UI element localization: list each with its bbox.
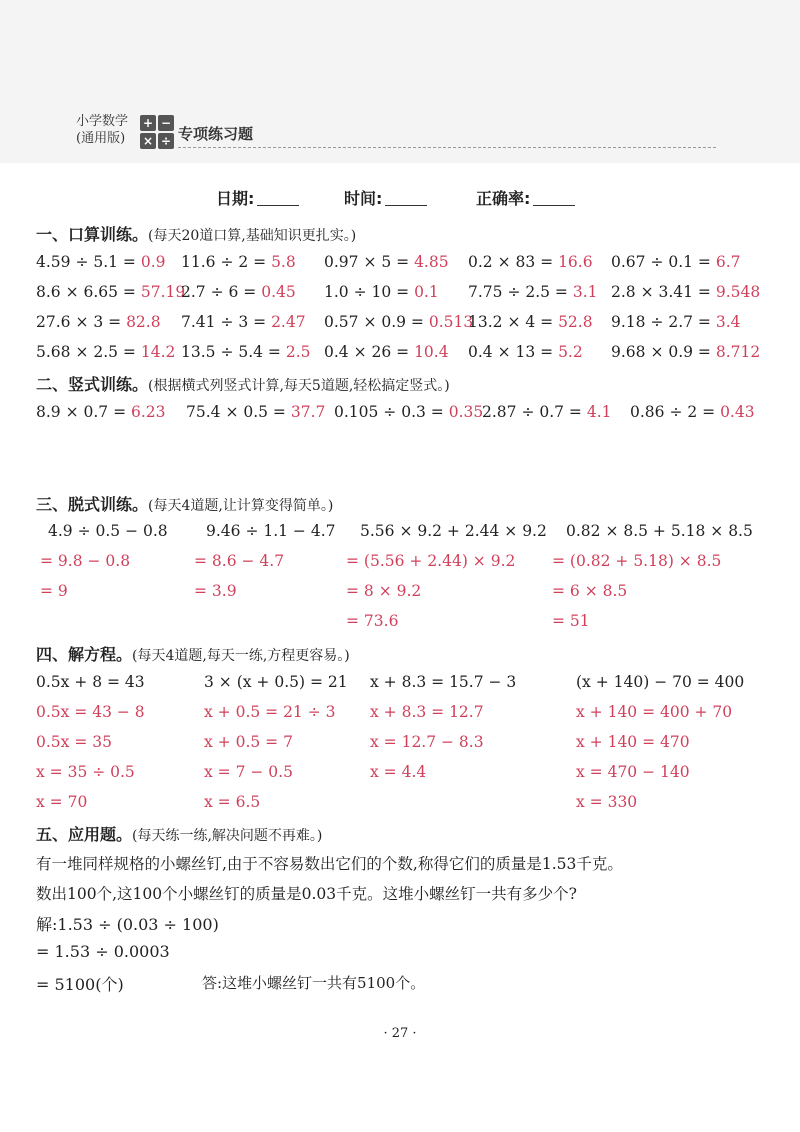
equation-step: x + 140 = 400 + 70 — [576, 703, 733, 721]
vertical-calc-row — [0, 403, 800, 427]
vertical-item: 0.86 ÷ 2 = 0.43 — [630, 403, 755, 421]
brand-line-2: (通用版) — [76, 131, 126, 146]
accuracy-blank — [533, 189, 575, 206]
equation-step: x = 470 − 140 — [576, 763, 690, 781]
accuracy-label: 正确率: — [476, 189, 531, 208]
word-problem-line-1: 有一堆同样规格的小螺丝钉,由于不容易数出它们的个数,称得它们的质量是1.53千克。 — [36, 855, 623, 873]
stepwise-step: = 51 — [552, 612, 590, 630]
book-header — [76, 113, 716, 161]
plus-icon: + — [140, 115, 156, 131]
oral-item: 0.97 × 5 = 4.85 — [324, 253, 449, 271]
solution-step: = 5100(个) — [36, 975, 124, 994]
stepwise-problem: 0.82 × 8.5 + 5.18 × 8.5 — [566, 522, 753, 540]
equation-step: 0.5x = 35 — [36, 733, 112, 751]
equation-step: x = 35 ÷ 0.5 — [36, 763, 135, 781]
equation: (x + 140) − 70 = 400 — [576, 673, 745, 691]
equation-step: x + 0.5 = 21 ÷ 3 — [204, 703, 336, 721]
oral-item: 27.6 × 3 = 82.8 — [36, 313, 161, 331]
brand-line-1: 小学数学 — [76, 114, 129, 129]
section-5-heading — [36, 822, 322, 845]
time-label: 时间: — [344, 189, 383, 208]
oral-item: 0.67 ÷ 0.1 = 6.7 — [611, 253, 741, 271]
section-1-title: 一、口算训练。 — [36, 225, 149, 244]
section-2-note: (根据横式列竖式计算,每天5道题,轻松搞定竖式。) — [148, 378, 450, 394]
minus-icon: − — [158, 115, 174, 131]
section-1-note: (每天20道口算,基础知识更扎实。) — [148, 228, 357, 244]
stepwise-step: = 73.6 — [346, 612, 399, 630]
stepwise-step: = 9 — [40, 582, 68, 600]
section-1-heading — [36, 222, 356, 245]
section-3-note: (每天4道题,让计算变得简单。) — [148, 498, 334, 514]
oral-row — [0, 253, 800, 277]
stepwise-problem: 9.46 ÷ 1.1 − 4.7 — [206, 522, 336, 540]
equation-step: x + 8.3 = 12.7 — [370, 703, 484, 721]
stepwise-step: = 6 × 8.5 — [552, 582, 628, 600]
oral-item: 5.68 × 2.5 = 14.2 — [36, 343, 176, 361]
oral-item: 2.7 ÷ 6 = 0.45 — [181, 283, 296, 301]
equation: 3 × (x + 0.5) = 21 — [204, 673, 348, 691]
vertical-item: 0.105 ÷ 0.3 = 0.35 — [334, 403, 484, 421]
word-problem-line-2: 数出100个,这100个小螺丝钉的质量是0.03千克。这堆小螺丝钉一共有多少个? — [36, 885, 577, 903]
oral-item: 9.18 ÷ 2.7 = 3.4 — [611, 313, 741, 331]
oral-item: 11.6 ÷ 2 = 5.8 — [181, 253, 296, 271]
vertical-item: 75.4 × 0.5 = 37.7 — [186, 403, 326, 421]
solution-step: = 1.53 ÷ 0.0003 — [36, 942, 170, 961]
equation: 0.5x + 8 = 43 — [36, 673, 145, 691]
section-5-note: (每天练一练,解决问题不再难。) — [132, 828, 323, 844]
stepwise-problem: 4.9 ÷ 0.5 − 0.8 — [48, 522, 168, 540]
stepwise-step: = 3.9 — [194, 582, 237, 600]
oral-row — [0, 283, 800, 307]
section-2-title: 二、竖式训练。 — [36, 375, 149, 394]
oral-row — [0, 343, 800, 367]
oral-item: 0.4 × 26 = 10.4 — [324, 343, 449, 361]
stepwise-step: = (5.56 + 2.44) × 9.2 — [346, 552, 516, 570]
header-divider — [178, 147, 716, 148]
oral-item: 7.41 ÷ 3 = 2.47 — [181, 313, 306, 331]
oral-item: 13.2 × 4 = 52.8 — [468, 313, 593, 331]
oral-item: 8.6 × 6.65 = 57.19 — [36, 283, 186, 301]
oral-item: 0.57 × 0.9 = 0.513 — [324, 313, 474, 331]
equation: x + 8.3 = 15.7 − 3 — [370, 673, 517, 691]
oral-item: 0.4 × 13 = 5.2 — [468, 343, 583, 361]
equation-step: x = 330 — [576, 793, 638, 811]
stepwise-step: = (0.82 + 5.18) × 8.5 — [552, 552, 722, 570]
time-blank — [385, 189, 427, 206]
accuracy-field — [476, 186, 575, 209]
equation-step: x + 0.5 = 7 — [204, 733, 293, 751]
section-2-heading — [36, 372, 450, 395]
oral-item: 0.2 × 83 = 16.6 — [468, 253, 593, 271]
equation-step: 0.5x = 43 − 8 — [36, 703, 145, 721]
meta-row — [0, 186, 800, 214]
section-3-heading — [36, 492, 333, 515]
equation-step: x = 6.5 — [204, 793, 261, 811]
equation-step: x = 7 − 0.5 — [204, 763, 293, 781]
final-answer: 答:这堆小螺丝钉一共有5100个。 — [202, 974, 426, 992]
page-number: · 27 · — [383, 1026, 417, 1041]
time-field — [344, 186, 427, 209]
vertical-item: 2.87 ÷ 0.7 = 4.1 — [482, 403, 612, 421]
book-title: 专项练习题 — [178, 125, 254, 143]
equation-step: x + 140 = 470 — [576, 733, 690, 751]
solution-step: 解:1.53 ÷ (0.03 ÷ 100) — [36, 915, 219, 934]
vertical-item: 8.9 × 0.7 = 6.23 — [36, 403, 166, 421]
equation-step: x = 4.4 — [370, 763, 427, 781]
date-field — [216, 186, 299, 209]
date-blank — [257, 189, 299, 206]
times-icon: × — [140, 133, 156, 149]
oral-item: 2.8 × 3.41 = 9.548 — [611, 283, 761, 301]
stepwise-step: = 8.6 − 4.7 — [194, 552, 285, 570]
stepwise-problem: 5.56 × 9.2 + 2.44 × 9.2 — [360, 522, 547, 540]
oral-item: 7.75 ÷ 2.5 = 3.1 — [468, 283, 598, 301]
math-operators-logo — [140, 115, 174, 149]
equation-step: x = 70 — [36, 793, 88, 811]
oral-item: 9.68 × 0.9 = 8.712 — [611, 343, 761, 361]
section-3-title: 三、脱式训练。 — [36, 495, 149, 514]
oral-item: 13.5 ÷ 5.4 = 2.5 — [181, 343, 311, 361]
oral-item: 1.0 ÷ 10 = 0.1 — [324, 283, 439, 301]
date-label: 日期: — [216, 189, 255, 208]
section-4-heading — [36, 642, 350, 665]
equation-step: x = 12.7 − 8.3 — [370, 733, 484, 751]
stepwise-step: = 8 × 9.2 — [346, 582, 422, 600]
oral-row — [0, 313, 800, 337]
section-4-title: 四、解方程。 — [36, 645, 133, 664]
book-brand — [76, 113, 128, 147]
section-5-title: 五、应用题。 — [36, 825, 133, 844]
stepwise-step: = 9.8 − 0.8 — [40, 552, 131, 570]
section-4-note: (每天4道题,每天一练,方程更容易。) — [132, 648, 350, 664]
divide-icon: ÷ — [158, 133, 174, 149]
oral-item: 4.59 ÷ 5.1 = 0.9 — [36, 253, 166, 271]
